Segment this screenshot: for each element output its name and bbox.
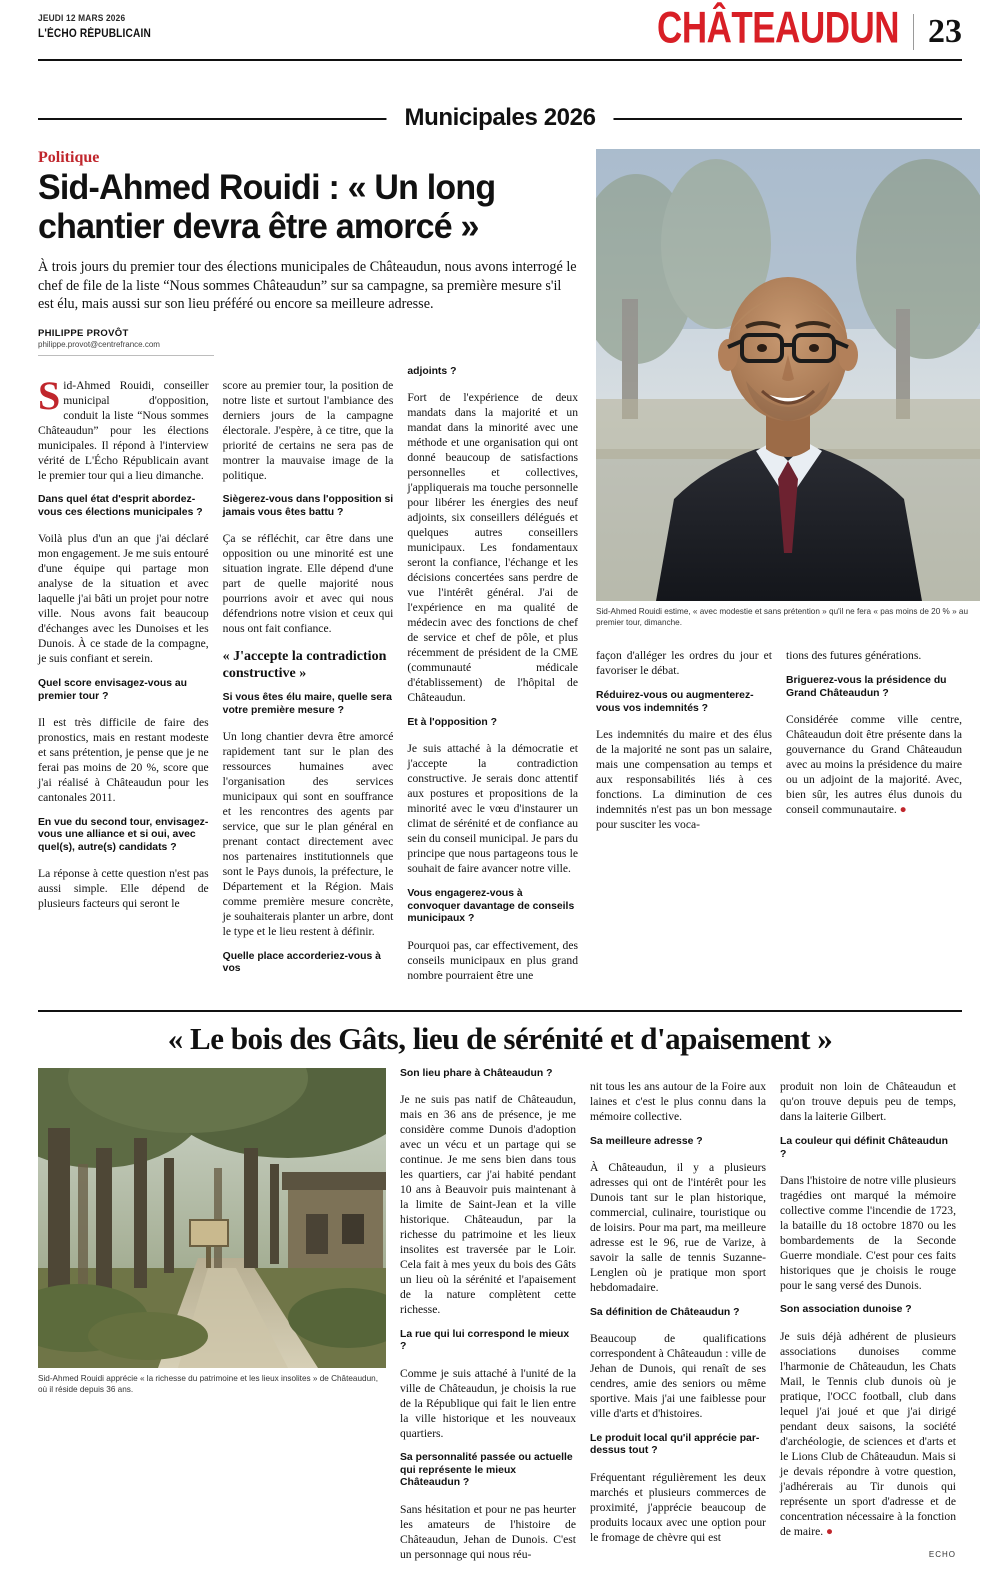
- a2-question-5: Sa définition de Châteaudun ?: [590, 1306, 740, 1318]
- a2-question-4: Sa meilleure adresse ?: [590, 1135, 703, 1147]
- a2-answer-5: Beaucoup de qualifications correspondent à Châteaudun : ville de Jehan de Dunois, qui renaît de ses cendres, amie des seniors ou même sportive. Mais j'ai une faiblesse pour ville d'arts et d'histoires.: [590, 1332, 766, 1421]
- masthead-rule: [38, 59, 962, 61]
- byline-rule: [38, 355, 214, 356]
- publication-name: L'ÉCHO RÉPUBLICAIN: [38, 27, 151, 40]
- article-2-column-3: [780, 1068, 956, 1573]
- question-6-part2: adjoints ?: [407, 366, 457, 378]
- column-1: [38, 366, 209, 994]
- a2-question-6: Le produit local qu'il apprécie par-dessus tout ?: [590, 1432, 760, 1457]
- masthead-right: [636, 3, 962, 54]
- end-mark: ●: [896, 802, 907, 816]
- answer-3-part1: La réponse à cette question n'est pas aussi simple. Elle dépend de plusieurs facteurs qui seront le: [38, 867, 209, 911]
- byline-author: PHILIPPE PROVÔT: [38, 328, 129, 340]
- article-2-column-1: [400, 1068, 576, 1573]
- a2-answer-3-part1: Sans hésitation et pour ne pas heurter les amateurs de l'histoire de Châteaudun, Jehan de Dunois. C'est un personnage qui nous réu-: [400, 1502, 576, 1561]
- answer-3-part2: score au premier tour, la position de notre liste et surtout l'ambiance des derniers jours de la campagne électorale. J'espère, à ce titre, que la priorité de certains ne sera pas de montrer la mauvaise image de la politique.: [222, 378, 394, 482]
- answer-10: Considérée comme ville centre, Châteaudun doit être présente dans la gouvernance du Grand Châteaudun avec au moins la présidence du maire ou un adjoint de la majorité. Avec, bien sûr, les autres élus dunois du conseil communautaire. ●: [786, 712, 962, 816]
- a2-answer-1-part1: Je ne suis pas natif de Châteaudun, mais en 36 ans de présence, je me considère comme Dunois d'adoption avec un vécu et un partage qui se continue. Je me sens bien dans tous les quartiers, car j'ai habité pendant 10 ans à Beauvoir puis maintenant à la limite de Saint-Jean et la ville historique. Châteaudun, par la richesse du patrimoine et les lieux insolites est traversée par le Loir. Cela fait à mes yeux du bois des Gâts un lieu où la sérénité et l'apaisement de la nature complètent cette richesse.: [400, 1092, 576, 1316]
- a2-answer-8: Je suis déjà adhérent de plusieurs associations dunoises comme l'harmonie de Châteaudun, les Chats Mail, le Tennis club dunois où je pratique, l'OCC football, club dans lequel j'ai joué et que j'ai dirigé pendant deux saisons, la société d'archéologie, de sciences et d'arts et le Lions Club de Châteaudun. Mais si je devais répondre à votre question, j'adhérerais au Tir dunois qui représente un sport d'adresse et de concentration nécessaire à la fonction de maire. ●: [780, 1329, 956, 1538]
- question-5: Si vous êtes élu maire, quelle sera votre première mesure ?: [222, 692, 392, 716]
- question-4: Siègerez-vous dans l'opposition si jamais vous êtes battu ?: [222, 494, 394, 519]
- a2-answer-3-part2: nit tous les ans autour de la Foire aux laines et c'est le plus connu dans la mémoire collective.: [590, 1080, 766, 1124]
- footer-credit: ECHO: [928, 1550, 956, 1560]
- section-banner: [38, 101, 962, 135]
- question-6-part1: Quelle place accorderiez-vous à vos: [222, 950, 381, 975]
- a2-question-7: La couleur qui définit Châteaudun ?: [780, 1135, 948, 1160]
- page-number: 23: [928, 13, 962, 50]
- answer-1: Voilà plus d'un an que j'ai déclaré mon engagement. Je me suis entouré d'une équipe qui partage mon analyse de la situation et avec laquelle j'ai bâti un projet pour notre ville. Nous avons fait beaucoup d'échanges avec les Dunoises et les Dunois. À ce stade de la compagne, je suis confiant et serein.: [38, 532, 209, 666]
- article-1: [38, 149, 969, 994]
- section-title: Municipales 2026: [386, 101, 613, 135]
- answer-7: Je suis attaché à la démocratie et j'accepte la contradiction constructive. Je serais donc attentif aux postures et propositions de la minorité avec le vœu d'instaurer un climat de sérénité et de confiance au sein du conseil municipal. Je pars du principe que nous partageons tous le souhait de faire avancer notre ville.: [407, 742, 579, 876]
- article-2-rule: [38, 1010, 962, 1012]
- a2-answer-2: Comme je suis attaché à l'unité de la ville de Châteaudun, je choisis la rue de la République qui fait le lien entre la ville historique et les nouveaux quartiers.: [400, 1366, 576, 1440]
- answer-2: Il est très difficile de faire des pronostics, mais en restant modeste et sans prétention, je pense que je ne ferai pas moins de 20 %, score que j'ai réalisé à Châteaudun pour les cantonales 2011.: [38, 715, 209, 804]
- photo-caption: Sid-Ahmed Rouidi estime, « avec modestie et sans prétention » qu'il ne fera « pas moins de 20 % » au premier tour, dimanche.: [596, 607, 969, 628]
- forest-photo: [38, 1068, 386, 1368]
- article-2: [38, 1068, 962, 1573]
- question-3: En vue du second tour, envisagez-vous une alliance et si oui, avec quel(s), autre(s) candidats ?: [38, 816, 209, 853]
- portrait-photo: [596, 149, 980, 601]
- question-1: Dans quel état d'esprit abordez-vous ces élections municipales ?: [38, 494, 203, 519]
- a2-answer-6-part2: produit non loin de Châteaudun et qu'on trouve depuis peu de temps, dans la laiterie Gilbert.: [780, 1080, 956, 1124]
- a2-answer-7: Dans l'histoire de notre ville plusieurs tragédies ont marqué la mémoire collective comme l'incendie de 1723, la bataille du 18 octobre 1870 ou les bombardements de la Seconde Guerre mondiale. C'est pour ces faits historiques que je choisis le rouge pour le sang versé des Dunois.: [780, 1173, 956, 1292]
- article-2-column-2: [590, 1068, 766, 1573]
- byline: [38, 328, 214, 356]
- question-2: Quel score envisagez-vous au premier tour ?: [38, 677, 187, 702]
- a2-answer-4: À Châteaudun, il y a plusieurs adresses qui ont de l'intérêt pour les Dunois tant sur le plan historique, commercial, culinaire, touristique ou de loisirs. Pour ma part, ma meilleure adresse est le 96, rue de Varize, à savoir la salle de tennis Suzanne-Lenglen où je pratique mon sport hebdomadaire.: [590, 1161, 766, 1295]
- article-2-photo-caption: Sid-Ahmed Rouidi apprécie « la richesse du patrimoine et les lieux insolites » de Châteaudun, où il réside depuis 36 ans.: [38, 1373, 378, 1394]
- a2-answer-6-part1: Fréquentant régulièrement les deux marchés et plusieurs commerces de proximité, j'apprécie beaucoup de produits locaux avec une option pour le fromage de chèvre qui est: [590, 1470, 766, 1544]
- masthead-left: [38, 13, 166, 41]
- question-8: Vous engagerez-vous à convoquer davantage de conseils municipaux ?: [407, 887, 575, 925]
- question-7: Et à l'opposition ?: [407, 717, 497, 729]
- article-1-photo-column: [596, 149, 980, 994]
- question-10: Briguerez-vous la présidence du Grand Châteaudun ?: [786, 674, 947, 699]
- answer-6: Fort de l'expérience de deux mandats dans la majorité et un mandat dans la minorité avec une méthode et une organisation qui ont donné beaucoup de satisfactions personnelles et collectives, j'appliquerais ma touche personnelle pour libérer les énergies des neuf adjoints, six conseillers délégués et quelques autres conseillers municipaux. Les fondamentaux seront la confiance, l'échange et les décisions concertées sans perdre de vue l'intérêt général. J'ai de l'expérience en ma qualité de médecin avec des fonctions de chef de service et chef de pôle, et plus récemment de président de la CME (communauté médicale d'établissement) de l'hôpital de Châteaudun.: [407, 391, 579, 705]
- column-3: [407, 366, 578, 994]
- article-1-headline: Sid-Ahmed Rouidi : « Un long chantier devra être amorcé »: [38, 168, 496, 246]
- article-2-photo-column: [38, 1068, 386, 1573]
- column-2: [223, 366, 394, 994]
- answer-8-part2: façon d'alléger les ordres du jour et favoriser le débat.: [596, 649, 772, 678]
- masthead: [38, 0, 962, 57]
- answer-5: Un long chantier devra être amorcé rapidement tant sur le plan des ressources humaines avec l'organisation des services municipaux qui sont en souffrance et les rencontres des agents par service, que sur le plan général en prenant contact directement avec nos partenaires institutionnels que sont le Pays dunois, la préfecture, le Département et la Région. Mais comme première mesure concrète, je souhaiterais planter un arbre, dont le type et le lieu restent à définir.: [222, 730, 394, 939]
- article-1-columns-right: [596, 637, 980, 844]
- answer-9-part1: Les indemnités du maire et des élus de la majorité ne sont pas un salaire, mais une compensation au temps et aux responsabilités liés à ces fonctions. La diminution de ces indemnités n'est pas un bon message pour susciter les voca-: [596, 727, 772, 831]
- edition-town: CHÂTEAUDUN: [656, 3, 899, 54]
- article-intro: Sid-Ahmed Rouidi, conseiller municipal d'opposition, conduit la liste “Nous sommes Châteaudun” pour les élections municipales. Il répond à l'interview vérité de L'Écho Républicain avant le premier tour qui a lieu dimanche.: [38, 372, 209, 482]
- article-2-headline: « Le bois des Gâts, lieu de sérénité et d'apaisement »: [167, 1021, 833, 1057]
- article-1-standfirst: À trois jours du premier tour des élections municipales de Châteaudun, nous avons interrogé le chef de file de la liste “Nous sommes Châteaudun” sur sa campagne, sa première mesure s'il est élu, mais aussi sur son lieu préféré ou encore sa meilleure adresse.: [38, 259, 577, 313]
- masthead-divider: [913, 14, 914, 50]
- a2-question-2: La rue qui lui correspond le mieux ?: [400, 1328, 570, 1353]
- column-4: [596, 637, 772, 844]
- article-kicker: Politique: [38, 149, 100, 166]
- pull-quote: « J'accepte la contradiction constructive »: [222, 648, 387, 682]
- question-9: Réduirez-vous ou augmenterez-vous vos indemnités ?: [596, 689, 754, 714]
- answer-4: Ça se réfléchit, car être dans une opposition ou une minorité est une situation ingrate. Elle dépend d'une part de quelle majorité nous pourrions avoir et avec qui nous défendrions notre vision et ceux qui nous ont fait confiance.: [222, 532, 394, 636]
- column-5: [786, 637, 962, 844]
- a2-end-mark: ●: [823, 1524, 834, 1538]
- answer-8-part1: Pourquoi pas, car effectivement, des conseils municipaux en plus grand nombre pourraient être une: [407, 938, 579, 982]
- byline-email[interactable]: philippe.provot@centrefrance.com: [38, 340, 160, 350]
- article-1-columns-left: [38, 366, 578, 994]
- a2-question-1: Son lieu phare à Châteaudun ?: [400, 1067, 553, 1079]
- a2-question-8: Son association dunoise ?: [780, 1304, 912, 1316]
- answer-9-part2: tions des futures générations.: [786, 649, 922, 663]
- a2-question-3: Sa personnalité passée ou actuelle qui représente le mieux Châteaudun ?: [400, 1452, 573, 1489]
- article-1-head: [38, 149, 578, 994]
- publication-date: JEUDI 12 MARS 2026: [38, 13, 126, 24]
